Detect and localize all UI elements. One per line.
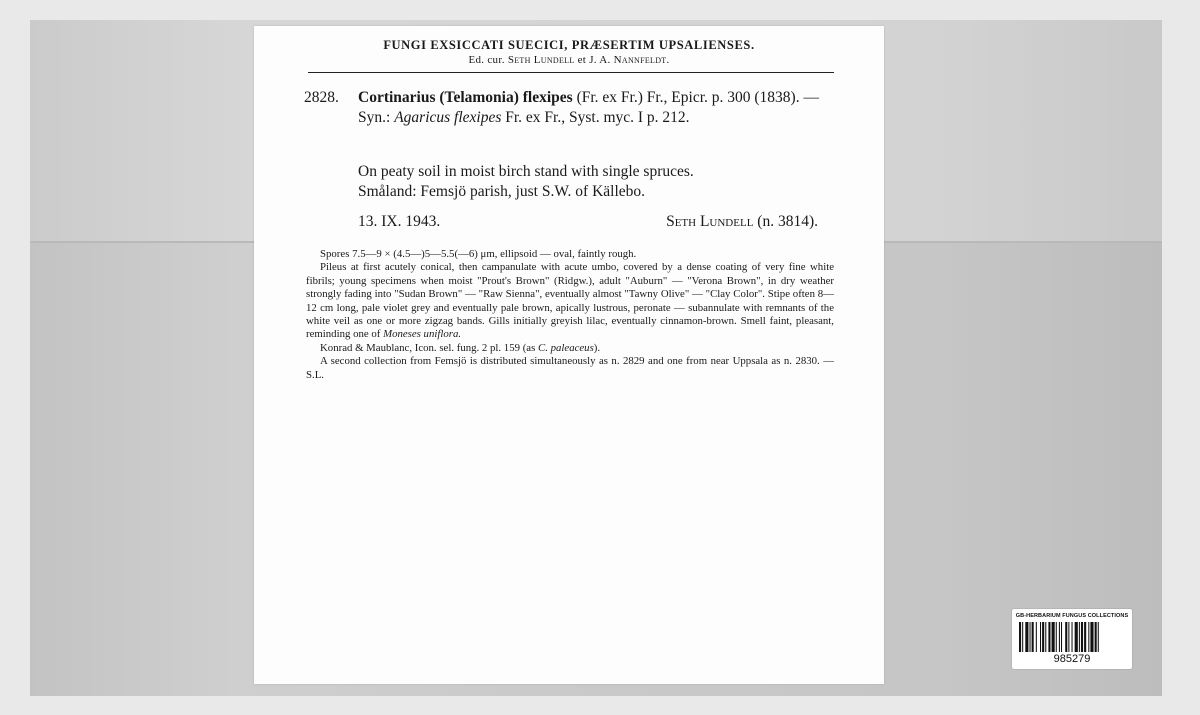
barcode-bar [1059,622,1060,652]
barcode-bar [1081,622,1083,652]
pileus-paragraph [306,261,834,341]
barcode-caption: GB-HERBARIUM FUNGUS COLLECTIONS [1015,613,1129,619]
editors-line [254,54,884,66]
barcode-bar [1061,622,1062,652]
locality-text: Småland: Femsjö parish, just S.W. of Källebo. [358,183,646,200]
barcode-bar [1045,622,1046,652]
barcode-bar [1079,622,1080,652]
collector-number: (n. 3814). [757,213,818,230]
barcode-bar [1095,622,1097,652]
series-title: FUNGI EXSICCATI SUECICI, PRÆSERTIM UPSALIENSES. [383,38,755,52]
barcode-bar [1088,622,1089,652]
spores-paragraph: Spores 7.5—9 × (4.5—)5—5.5(—6) μm, ellipsoid — oval, faintly rough. [320,248,637,260]
pileus-text: Pileus at first acutely conical, then campanulate with acute umbo, covered by a dense coating of very fine white fibrils; young specimens when moist "Prout's Brown" (Ridgw.), adult "Auburn" — "Verona Brown", in dry weather strongly fading into "Sudan Brown" — "Raw Sienna", eventually almost "Tawny Olive" — "Clay Color". Stipe often 8—12 cm long, pale violet grey and eventually pale brown, apically lustrous, peronate — subannulate with remnants of the white veil as one or more zigzag bands. Gills initially greyish lilac, eventually cinnamon-brown. Smell faint, pleasant, reminding one of [306,261,834,341]
reference-text: Konrad & Maublanc, Icon. sel. fung. 2 pl. 159 (as [320,341,536,354]
reference-italic: C. paleaceus [538,341,594,354]
reference-paragraph [306,342,834,355]
species-entry [304,88,844,128]
barcode-bar [1075,622,1078,652]
barcode-label [1012,609,1132,669]
editor-name: J. A. Nannfeldt. [589,54,670,66]
barcode-bar [1084,622,1086,652]
barcode-bar [1040,622,1041,652]
editors-prefix: Ed. cur. [468,54,505,66]
editor-name: Seth Lundell [507,54,575,66]
synonym-reference: Fr. ex Fr., Syst. myc. I p. 212. [505,109,690,126]
barcode-bar [1032,622,1034,652]
species-citation [358,88,844,128]
exsiccata-number: 2828. [304,89,339,106]
barcode-bar [1022,622,1023,652]
barcode-bar [1068,622,1069,652]
synonym-name: Agaricus flexipes [394,109,502,126]
exsiccata-label [254,26,884,684]
species-description [306,248,834,382]
collection-date: 13. IX. 1943. [358,213,441,230]
collector [666,212,818,232]
barcode-bar [1090,622,1093,652]
barcode-icon [1019,622,1125,652]
note-paragraph: A second collection from Femsjö is distributed simultaneously as n. 2829 and one from near Uppsala as n. 2830. — S.L. [306,355,834,381]
reference-suffix: ). [593,341,601,354]
collector-name: Seth Lundell [666,213,754,230]
editors-joiner: et [577,54,587,66]
barcode-bar [1052,622,1055,652]
barcode-bar [1065,622,1067,652]
pileus-italic: Moneses uniflora. [383,328,462,341]
barcode-bar [1072,622,1073,652]
barcode-bar [1025,622,1028,652]
barcode-bar [1030,622,1031,652]
header-divider [308,72,834,73]
barcode-bar [1042,622,1044,652]
habitat-text: On peaty soil in moist birch stand with single spruces. [358,163,694,180]
barcode-bar [1019,622,1021,652]
barcode-bar [1056,622,1057,652]
barcode-bar [1036,622,1037,652]
barcode-bar [1048,622,1050,652]
collection-site [358,162,838,202]
species-name: Cortinarius (Telamonia) flexipes [358,89,573,106]
species-authority: (Fr. ex Fr.) Fr., Epicr. p. 300 (1838). — Syn.: [358,89,819,126]
barcode-number: 985279 [1053,653,1091,665]
barcode-bar [1098,622,1099,652]
